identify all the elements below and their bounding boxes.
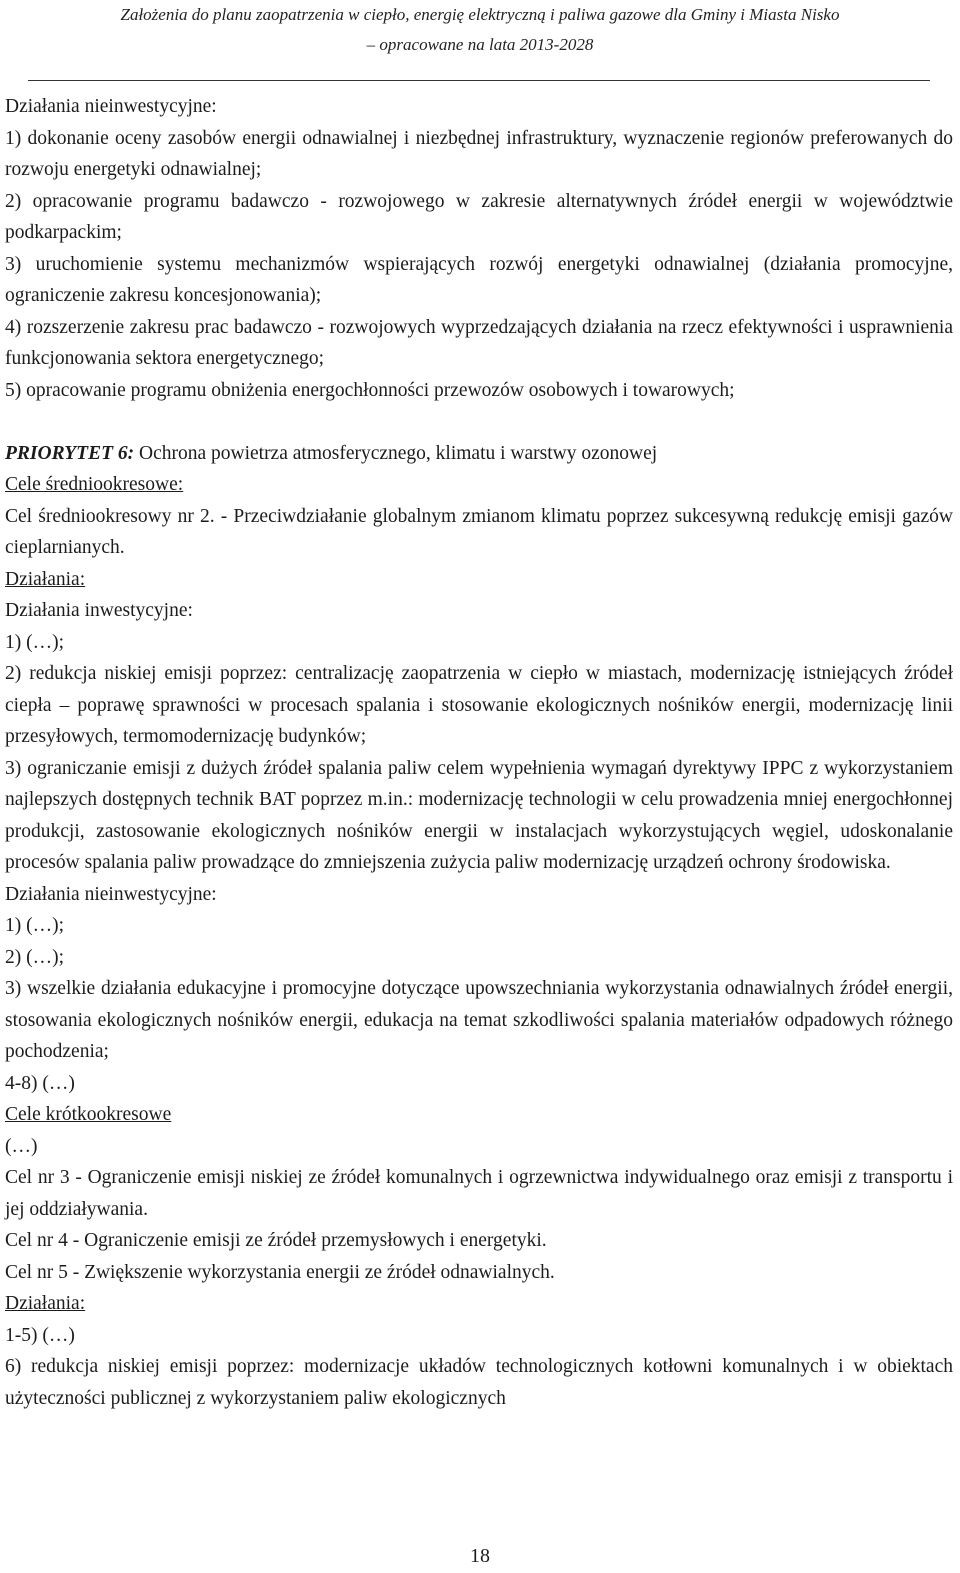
list-item: 1) (…); [5, 631, 65, 653]
short-goals-heading: Cele krótkookresowe [5, 1104, 172, 1125]
header-subtitle: – opracowane na lata 2013-2028 [366, 35, 594, 54]
investment-heading: Działania inwestycyjne: [5, 600, 193, 621]
list-item: 1) (…); [5, 915, 65, 936]
short-goals-ellipsis: (…) [5, 1135, 38, 1157]
list-item: 1-5) (…) [5, 1324, 75, 1346]
short-goal-item: Cel nr 5 - Zwiększenie wykorzystania energii ze źródeł odnawialnych. [5, 1261, 555, 1283]
short-actions-heading: Działania: [5, 1293, 86, 1314]
list-item: 1) dokonanie oceny zasobów energii odnawialnej i niezbędnej infrastruktury, wyznaczenie regionów preferowanych do rozwoju energetyki odnawialnej; [5, 127, 953, 180]
list-item: 2) redukcja niskiej emisji poprzez: centralizację zaopatrzenia w ciepło w miastach, modernizację istniejących źródeł ciepła – poprawę sprawności w procesach spalania i stosowanie ekologicznych nośników energii, modernizację linii przesyłowych, termomodernizację budynków; [5, 663, 953, 747]
list-item: 2) (…); [5, 946, 65, 968]
list-item: 3) uruchomienie systemu mechanizmów wspierających rozwój energetyki odnawialnej (działania promocyjne, ograniczenie zakresu koncesjonowania); [5, 253, 953, 306]
short-goal-item: Cel nr 4 - Ograniczenie emisji ze źródeł przemysłowych i energetyki. [5, 1230, 547, 1251]
list-item: 5) opracowanie programu obniżenia energochłonności przewozów osobowych i towarowych; [5, 379, 735, 401]
noninvestment-heading: Działania nieinwestycyjne: [5, 883, 217, 905]
list-item: 6) redukcja niskiej emisji poprzez: modernizacje układów technologicznych kotłowni komunalnych i w obiektach użyteczności publicznej z wykorzystaniem paliw ekologicznych [5, 1356, 953, 1409]
actions-heading: Działania: [5, 568, 86, 590]
list-item: 2) opracowanie programu badawczo - rozwojowego w zakresie alternatywnych źródeł energii w województwie podkarpackim; [5, 190, 953, 243]
priority-title: Ochrona powietrza atmosferycznego, klimatu i warstwy ozonowej [134, 442, 658, 464]
list-item: 4-8) (…) [5, 1072, 75, 1094]
document-body [5, 91, 953, 1414]
list-item: 3) wszelkie działania edukacyjne i promocyjne dotyczące upowszechniania wykorzystania odnawialnych źródeł energii, stosowania ekologicznych nośników energii, edukacja na temat szkodliwości spalania materiałów odpadowych różnego pochodzenia; [5, 978, 953, 1062]
medium-goals-heading: Cele średniookresowe: [5, 474, 184, 495]
section-heading-noninvestment: Działania nieinwestycyjne: [5, 96, 217, 117]
short-goal-item: Cel nr 3 - Ograniczenie emisji niskiej ze źródeł komunalnych i ogrzewnictwa indywidualnego oraz emisji z transportu i jej oddziaływania. [5, 1167, 953, 1220]
priority-heading [5, 438, 953, 470]
list-item: 3) ograniczanie emisji z dużych źródeł spalania paliw celem wypełnienia wymagań dyrektywy IPPC z wykorzystaniem najlepszych dostępnych technik BAT poprzez m.in.: modernizację technologii w celu prowadzenia mniej energochłonnej produkcji, zastosowanie ekologicznych nośników energii w instalacjach wykorzystujących węgiel, udoskonalanie procesów spalania paliw prowadzące do zmniejszenia zużycia paliw modernizację urządzeń ochrony środowiska. [5, 757, 953, 873]
medium-goal-text: Cel średniookresowy nr 2. - Przeciwdziałanie globalnym zmianom klimatu poprzez sukcesywną redukcję emisji gazów cieplarnianych. [5, 505, 953, 558]
header-divider [28, 80, 930, 81]
header-title: Założenia do planu zaopatrzenia w ciepło, energię elektryczną i paliwa gazowe dla Gminy i Miasta Nisko [120, 5, 840, 24]
paragraph-gap [5, 406, 953, 438]
page-number: 18 [470, 1545, 490, 1567]
list-item: 4) rozszerzenie zakresu prac badawczo - rozwojowych wyprzedzających działania na rzecz efektywności i usprawnienia funkcjonowania sektora energetycznego; [5, 316, 953, 369]
priority-label: PRIORYTET 6: [5, 442, 135, 464]
